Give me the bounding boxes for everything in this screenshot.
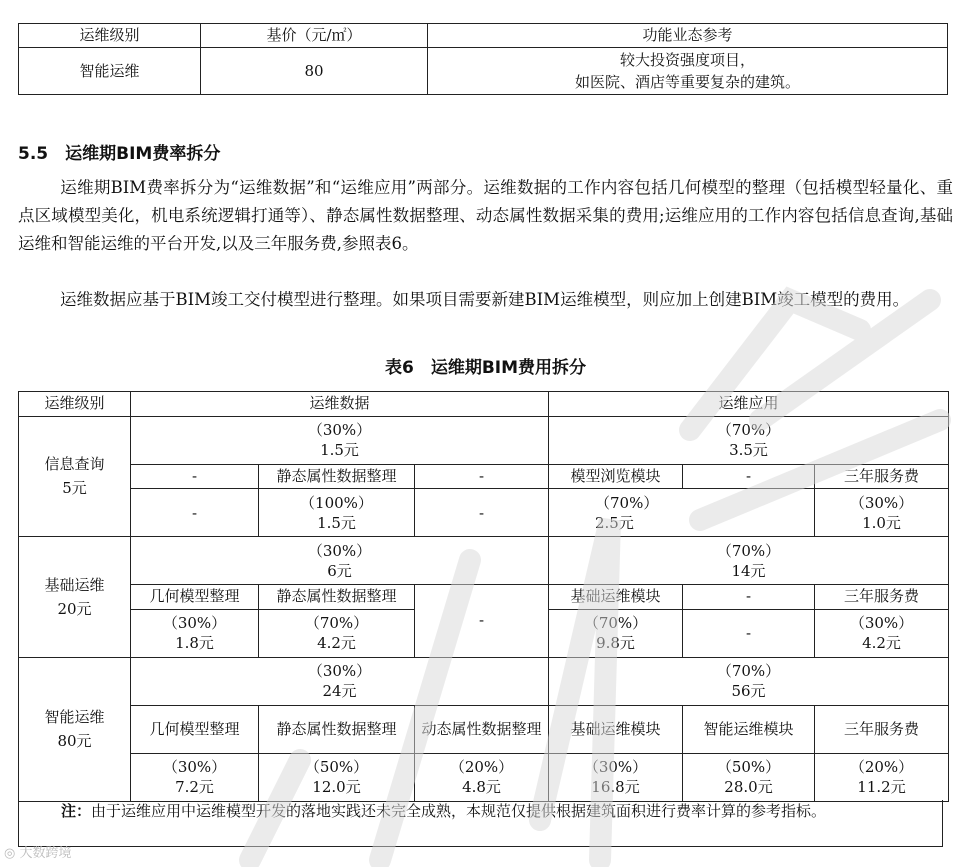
basic-sub-6: 三年服务费 (815, 585, 949, 610)
cell-ref (428, 48, 948, 95)
smart-sub-2: 静态属性数据整理 (259, 705, 415, 753)
paragraph-2: 运维数据应基于BIM竣工交付模型进行整理。如果项目需要新建BIM运维模型，则应加上创建BIM竣工模型的费用。 (60, 290, 910, 309)
header-price: 基价（元/㎡） (201, 24, 428, 48)
smart-sub-4: 基础运维模块 (549, 705, 683, 753)
col-header-level: 运维级别 (19, 392, 131, 417)
smart-sub-1: 几何模型整理 (131, 705, 259, 753)
smart-val-3: （20%） 4.8元 (415, 753, 549, 801)
basic-val-2: （70%） 4.2元 (259, 609, 415, 657)
logo: ◎ 大数跨境 (4, 846, 72, 861)
level-basic: 基础运维 20元 (19, 537, 131, 658)
basic-data-total: （30%） 6元 (131, 537, 549, 585)
basic-app-total: （70%） 14元 (549, 537, 949, 585)
basic-sub-1: 几何模型整理 (131, 585, 259, 610)
info-data-total: （30%） 1.5元 (131, 416, 549, 464)
cell-price: 80 (201, 48, 428, 95)
header-ref: 功能业态参考 (428, 24, 948, 48)
ref-line1: 较大投资强度项目， (619, 51, 755, 69)
ref-line2: 如医院、酒店等重要复杂的建筑。 (574, 73, 800, 91)
logo-icon: ◎ (4, 846, 20, 861)
level-smart: 智能运维 80元 (19, 657, 131, 801)
info-sub-6: 三年服务费 (815, 464, 949, 489)
section-title: 5.5 运维期BIM费率拆分 (18, 144, 221, 164)
info-sub-3: - (415, 464, 549, 489)
info-sub-2: 静态属性数据整理 (259, 464, 415, 489)
basic-sub-3: - (415, 585, 549, 658)
note-label: 注： (61, 802, 92, 820)
smart-val-2: （50%） 12.0元 (259, 753, 415, 801)
info-val-3: - (415, 489, 549, 537)
cell-level: 智能运维 (19, 48, 201, 95)
basic-sub-5: - (683, 585, 815, 610)
info-val-4: （70%） 2.5元 (549, 489, 815, 537)
info-val-1: - (131, 489, 259, 537)
basic-val-5: - (683, 609, 815, 657)
smart-sub-5: 智能运维模块 (683, 705, 815, 753)
top-table (18, 23, 948, 95)
smart-val-6: （20%） 11.2元 (815, 753, 949, 801)
info-val-2: （100%） 1.5元 (259, 489, 415, 537)
smart-val-4: （30%） 16.8元 (549, 753, 683, 801)
info-sub-1: - (131, 464, 259, 489)
col-header-data: 运维数据 (131, 392, 549, 417)
smart-sub-6: 三年服务费 (815, 705, 949, 753)
paragraph-1: 运维期BIM费率拆分为“运维数据”和“运维应用”两部分。运维数据的工作内容包括几何模型的整理（包括模型轻量化、重点区域模型美化，机电系统逻辑打通等）、静态属性数据整理、动态属性数据采集的费用;运维应用的工作内容包括信息查询,基础运维和智能运维的平台开发,以及三年服务费,参照表6。 (18, 178, 953, 253)
level-info: 信息查询 5元 (19, 416, 131, 537)
basic-val-6: （30%） 4.2元 (815, 609, 949, 657)
info-sub-5: - (683, 464, 815, 489)
table-title: 表6 运维期BIM费用拆分 (384, 358, 587, 378)
basic-sub-2: 静态属性数据整理 (259, 585, 415, 610)
basic-sub-4: 基础运维模块 (549, 585, 683, 610)
col-header-app: 运维应用 (549, 392, 949, 417)
header-level: 运维级别 (19, 24, 201, 48)
basic-val-4: （70%） 9.8元 (549, 609, 683, 657)
fee-table (18, 391, 949, 802)
smart-app-total: （70%） 56元 (549, 657, 949, 705)
note-text: 由于运维应用中运维模型开发的落地实践还未完全成熟，本规范仅提供根据建筑面积进行费率计算的参考指标。 (91, 802, 827, 820)
info-app-total: （70%） 3.5元 (549, 416, 949, 464)
basic-val-1: （30%） 1.8元 (131, 609, 259, 657)
info-sub-4: 模型浏览模块 (549, 464, 683, 489)
smart-val-1: （30%） 7.2元 (131, 753, 259, 801)
smart-val-5: （50%） 28.0元 (683, 753, 815, 801)
table-note (18, 800, 943, 847)
smart-sub-3: 动态属性数据整理 (415, 705, 549, 753)
info-val-6: （30%） 1.0元 (815, 489, 949, 537)
smart-data-total: （30%） 24元 (131, 657, 549, 705)
